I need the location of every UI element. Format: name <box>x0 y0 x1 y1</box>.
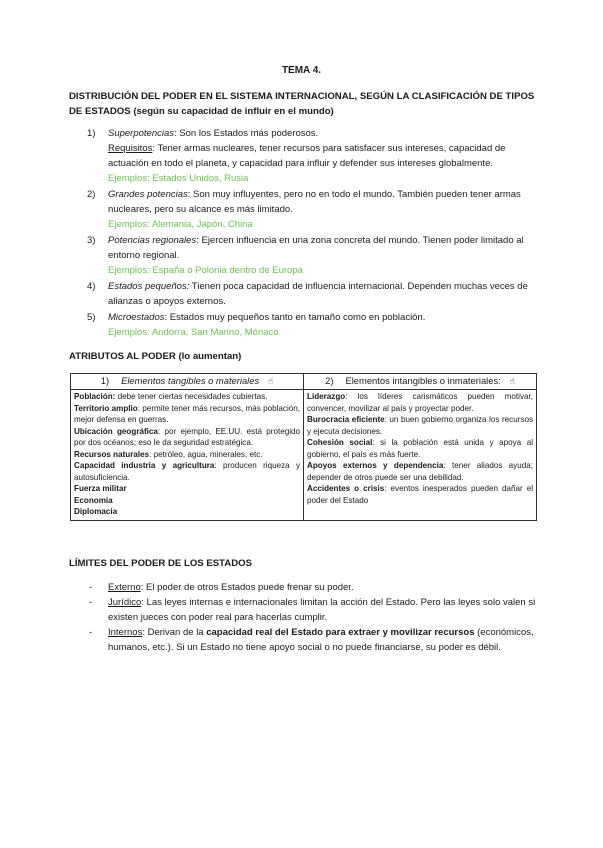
attribute-text: : petróleo, agua, minerales, etc. <box>149 449 263 459</box>
state-type-desc: : Ejercen influencia en una zona concreta del mundo. Tienen poder limitado al entorno regional. <box>108 235 524 261</box>
attribute-term: Accidentes o crisis <box>307 484 385 493</box>
examples-text: Ejemplos: España o Polonia dentro de Europa <box>108 265 303 276</box>
hand-pointing-icon: ☝ <box>267 376 274 387</box>
column-number: 2) <box>325 375 334 387</box>
tangible-header <box>71 374 304 390</box>
column-number: 1) <box>100 375 110 387</box>
list-item <box>69 595 539 625</box>
table-header-row <box>71 374 537 390</box>
bullet-dash: - <box>89 597 93 608</box>
attribute-term: Recursos naturales <box>74 449 150 459</box>
list-item <box>69 625 539 655</box>
attribute-term: Liderazgo <box>307 392 346 401</box>
attribute-text: : por ejemplo, EE.UU. está protegido por dos océanos; eso le da seguridad estratégica. <box>74 426 300 447</box>
state-type-term: Grandes potencias <box>108 189 188 200</box>
attribute-entry <box>307 483 533 506</box>
attribute-entry <box>74 483 300 495</box>
state-type-desc: : Son muy influyentes, pero no en todo el mundo. También pueden tener armas nucleares, pero su alcance es más limitado. <box>108 189 521 215</box>
attribute-term: Burocracia eficiente <box>307 415 385 424</box>
requisites-label: Requisitos <box>108 143 153 154</box>
limit-text: : Las leyes internas e internacionales limitan la acción del Estado. Pero las leyes solo valen si existen jueces con poder real para hacerlas cumplir. <box>108 597 536 623</box>
list-item <box>69 279 539 309</box>
limit-bold-text: capacidad real del Estado para extraer y movilizar recursos <box>206 627 475 638</box>
limit-label: Jurídico <box>108 597 142 608</box>
attribute-entry <box>74 449 300 461</box>
limits-list <box>69 580 539 655</box>
examples-text: Ejemplos: Andorra, San Marino, Mónaco. <box>108 327 282 338</box>
list-item <box>69 233 539 278</box>
attribute-term: Cohesión social <box>307 438 373 447</box>
bullet-dash: - <box>89 582 93 593</box>
list-number: 5) <box>87 312 96 323</box>
attribute-term: Territorio amplio <box>74 403 138 413</box>
attribute-entry <box>74 403 300 426</box>
attribute-text: : los líderes carismáticos pueden motivar, convencer, movilizar al país y proyectar poder. <box>307 392 533 413</box>
limit-text: : El poder de otros Estados puede frenar su poder. <box>140 582 354 593</box>
attribute-text: debe tener ciertas necesidades cubiertas. <box>115 392 268 401</box>
attribute-entry <box>74 506 300 518</box>
intangible-header <box>304 374 537 390</box>
list-item <box>69 310 539 340</box>
attribute-text: : permite tener más recursos, más población, mejor defensa en guerras. <box>74 403 300 424</box>
limit-label: Internos <box>108 627 143 638</box>
state-type-desc: : Estados muy pequeños tanto en tamaño como en población. <box>164 312 426 323</box>
bullet-dash: - <box>89 627 93 638</box>
limits-heading: LÍMITES DEL PODER DE LOS ESTADOS <box>69 558 253 569</box>
list-number: 3) <box>87 235 96 246</box>
list-number: 2) <box>87 189 96 200</box>
attribute-entry <box>307 460 533 483</box>
attribute-entry <box>74 460 300 483</box>
tangible-cell <box>71 390 304 521</box>
attribute-entry <box>307 391 533 414</box>
attribute-text: : eventos inesperados pueden dañar el poder del Estado <box>307 484 533 505</box>
attribute-entry <box>74 426 300 449</box>
attribute-term: Diplomacia <box>74 507 118 516</box>
state-types-list <box>69 126 539 341</box>
examples-text: Ejemplos: Estados Unidos, Rusia <box>108 173 249 184</box>
attribute-text: : tener aliados ayuda; depender de otros puede ser una debilidad. <box>307 461 533 482</box>
state-type-term: Microestados <box>108 312 165 323</box>
state-type-desc: Tienen poca capacidad de influencia internacional. Dependen muchas veces de alianzas o apoyos externos. <box>108 281 528 307</box>
list-item <box>69 126 539 186</box>
state-type-term: Superpotencias <box>108 128 175 139</box>
column-title: Elementos intangibles o inmateriales: <box>345 375 501 387</box>
column-title: Elementos tangibles o materiales <box>121 375 260 387</box>
main-heading: DISTRIBUCIÓN DEL PODER EN EL SISTEMA INTERNACIONAL, SEGÚN LA CLASIFICACIÓN DE TIPOS DE ESTADOS (según su capacidad de influir en el mundo) <box>69 91 535 117</box>
attribute-term: Economía <box>74 495 113 505</box>
attribute-text: : producen riqueza y autosuficiencia. <box>74 461 300 482</box>
attribute-term: Población: <box>74 392 116 401</box>
list-number: 4) <box>87 281 96 292</box>
list-item <box>69 580 539 595</box>
intangible-cell <box>304 390 537 521</box>
table-row <box>71 390 537 521</box>
examples-text: Ejemplos: Alemania, Japón, China <box>108 219 253 230</box>
attribute-term: Fuerza militar <box>74 484 127 493</box>
limit-label: Externo <box>108 582 141 593</box>
requisites-text: : Tener armas nucleares, tener recursos para satisfacer sus intereses, capacidad de actuación en todo el planeta, y capacidad para influir y defender sus intereses globalmente. <box>108 143 506 169</box>
attribute-term: Ubicación geográfica <box>74 426 158 436</box>
attributes-heading: ATRIBUTOS AL PODER (lo aumentan) <box>69 351 242 362</box>
attributes-table <box>70 373 537 521</box>
attribute-text: : si la población está unida y apoya al gobierno, el país es más fuerte. <box>307 438 533 459</box>
attribute-entry <box>307 437 533 460</box>
limit-text: : Derivan de la <box>142 627 207 638</box>
list-item <box>69 187 539 232</box>
state-type-desc: : Son los Estados más poderosos. <box>174 128 319 139</box>
hand-pointing-icon: ☝ <box>509 376 515 387</box>
state-type-term: Estados pequeños: <box>108 281 190 292</box>
limit-tail-text: (económicos, humanos, etc.). Si un Estado no tiene apoyo social o no puede financiarse, su poder es débil. <box>108 627 534 653</box>
state-type-term: Potencias regionales <box>108 235 197 246</box>
attribute-entry <box>307 414 533 437</box>
attribute-term: Capacidad industria y agricultura <box>74 461 215 470</box>
document-title: TEMA 4. <box>281 65 322 76</box>
attribute-entry <box>74 495 300 507</box>
attribute-text: : un buen gobierno organiza los recursos y ejecuta decisiones. <box>307 415 533 436</box>
attribute-term: Apoyos externos y dependencia <box>307 461 444 470</box>
attribute-entry <box>74 391 300 403</box>
list-number: 1) <box>87 128 96 139</box>
